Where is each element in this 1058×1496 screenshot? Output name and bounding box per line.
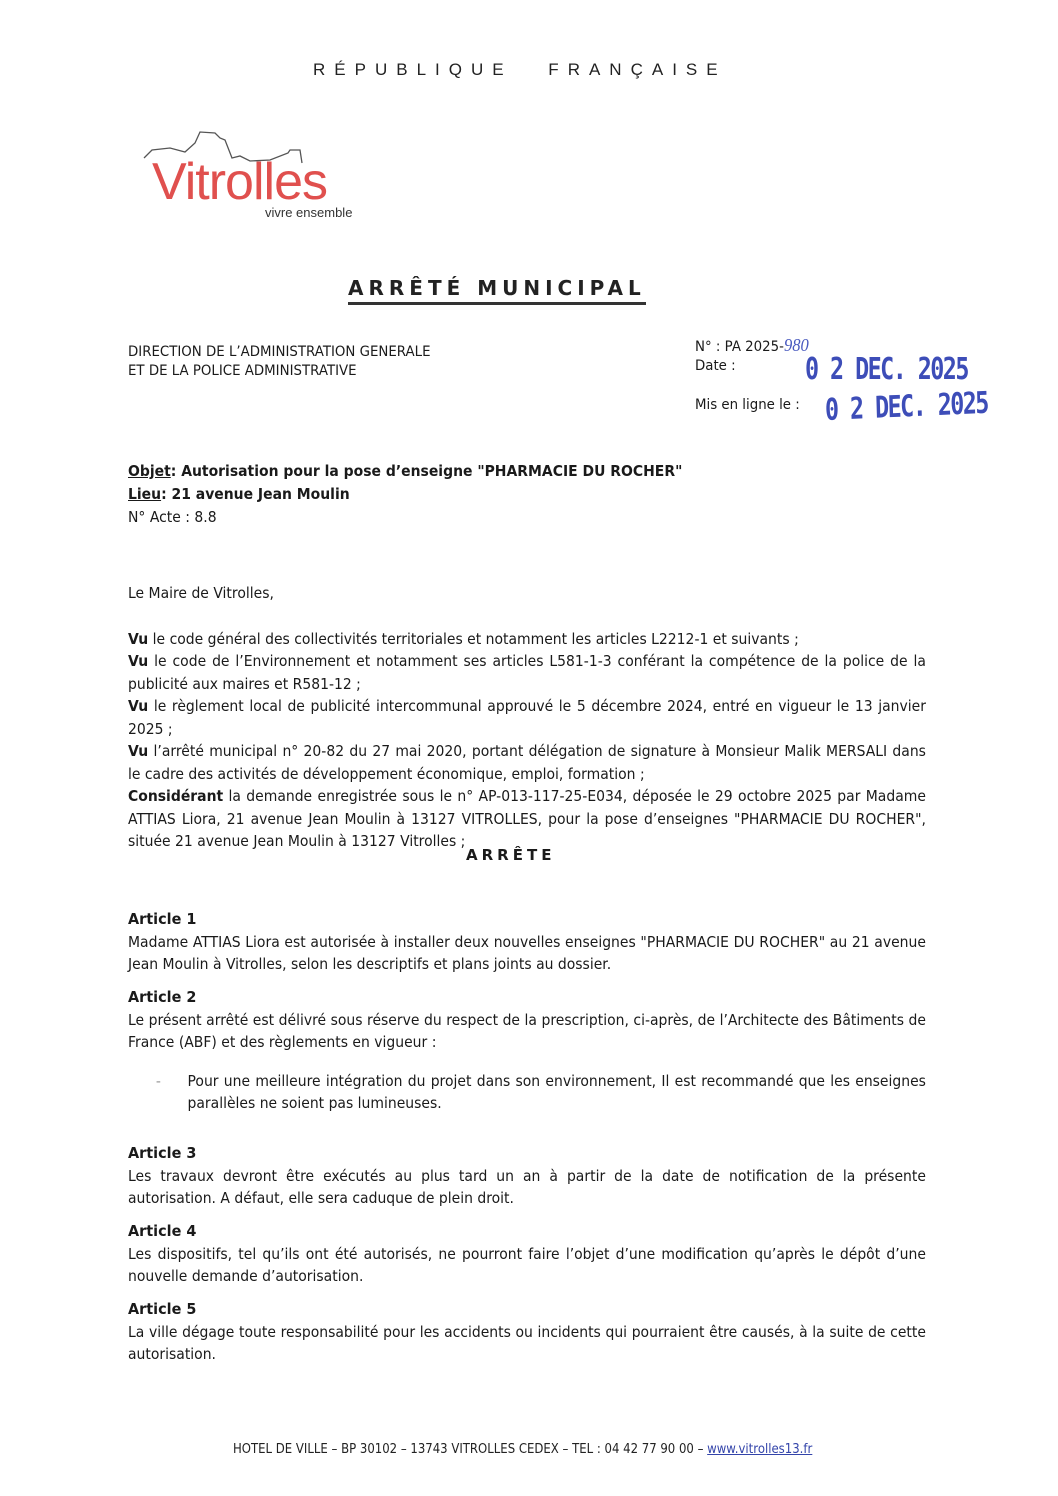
visa-item — [128, 650, 926, 695]
preamble — [128, 582, 926, 853]
visa-item — [128, 628, 926, 651]
article-text: Le présent arrêté est délivré sous réserve du respect de la prescription, ci-après, de l’Architecte des Bâtiments de France (ABF) et des règlements en vigueur : — [128, 1010, 926, 1051]
article-text: Madame ATTIAS Liora est autorisée à installer deux nouvelles enseignes "PHARMACIE DU ROCHER" au 21 avenue Jean Moulin à Vitrolles, selon les descriptifs et plans joints au dossier. — [128, 932, 926, 973]
article-title: Article 1 — [128, 910, 197, 928]
article-3 — [128, 1142, 926, 1210]
reference-number-handwritten: 980 — [783, 335, 809, 355]
article-title: Article 5 — [128, 1300, 197, 1318]
document-title: ARRÊTÉ MUNICIPAL — [348, 276, 646, 305]
issuing-department — [128, 343, 431, 381]
subject-block — [128, 460, 682, 529]
vitrolles-logo — [140, 128, 400, 223]
visa-lead: Vu — [128, 742, 149, 760]
visa-lead: Vu — [128, 697, 149, 715]
article-title: Article 4 — [128, 1222, 197, 1240]
lieu-value: : 21 avenue Jean Moulin — [161, 485, 350, 503]
republique-header: RÉPUBLIQUE FRANÇAISE — [313, 60, 727, 79]
article-title: Article 3 — [128, 1144, 197, 1162]
footer-address: HOTEL DE VILLE – BP 30102 – 13743 VITROLLES CEDEX – TEL : 04 42 77 90 00 – — [233, 1442, 708, 1457]
footer — [233, 1442, 812, 1457]
bullet-marker: - — [155, 1071, 161, 1090]
logo-tagline: vivre ensemble — [265, 205, 353, 220]
visa-text: le règlement local de publicité intercommunal approuvé le 5 décembre 2024, entré en vigueur le 13 janvier 2025 ; — [128, 697, 926, 738]
objet-label: Objet — [128, 462, 171, 480]
visa-item — [128, 695, 926, 740]
considerant-text: la demande enregistrée sous le n° AP-013-117-25-E034, déposée le 29 octobre 2025 par Madame ATTIAS Liora, 21 avenue Jean Moulin à 13127 VITROLLES, pour la pose d’enseignes "PHARMACIE DU ROCHER", située 21 avenue Jean Moulin à 13127 Vitrolles ; — [128, 787, 926, 850]
date-label: Date : — [695, 358, 736, 374]
visa-lead: Vu — [128, 629, 149, 648]
department-line-1: DIRECTION DE L’ADMINISTRATION GENERALE — [128, 344, 431, 360]
visa-item — [128, 740, 926, 785]
preamble-opening: Le Maire de Vitrolles, — [128, 584, 274, 602]
acte-number: N° Acte : 8.8 — [128, 508, 217, 526]
considerant-item — [128, 785, 926, 853]
decree-heading: ARRÊTE — [466, 846, 556, 864]
considerant-lead: Considérant — [128, 787, 224, 805]
reference-block — [695, 336, 809, 376]
article-5 — [128, 1298, 926, 1366]
visa-text: le code de l’Environnement et notamment ses articles L581-1-3 conférant la compétence de la police de la publicité aux maires et R581-12 ; — [128, 652, 926, 693]
prescription-text: Pour une meilleure intégration du projet dans son environnement, Il est recommandé que les enseignes parallèles ne soient pas lumineuses. — [187, 1071, 926, 1112]
visa-text: l’arrêté municipal n° 20-82 du 27 mai 2020, portant délégation de signature à Monsieur Malik MERSALI dans le cadre des activités de développement économique, emploi, formation ; — [128, 742, 926, 783]
lieu-label: Lieu — [128, 485, 162, 503]
visa-text: le code général des collectivités territoriales et notamment les articles L2212-1 et suivants ; — [148, 629, 799, 648]
online-date-label: Mis en ligne le : — [695, 397, 800, 413]
article-title: Article 2 — [128, 988, 197, 1006]
objet-value: : Autorisation pour la pose d’enseigne "PHARMACIE DU ROCHER" — [170, 462, 683, 480]
department-line-2: ET DE LA POLICE ADMINISTRATIVE — [128, 363, 357, 379]
article-4 — [128, 1220, 926, 1288]
online-date-stamp: 0 2 DEC. 2025 — [824, 385, 989, 428]
article-text: Les travaux devront être exécutés au plus tard un an à partir de la date de notification de la présente autorisation. A défaut, elle sera caduque de plein droit. — [128, 1166, 926, 1207]
date-stamp: 0 2 DEC. 2025 — [805, 352, 968, 387]
reference-number-label: N° : PA 2025- — [695, 339, 784, 355]
article-2 — [128, 986, 926, 1115]
abf-prescription — [128, 1070, 926, 1115]
visa-lead: Vu — [128, 652, 149, 670]
website-link[interactable]: www.vitrolles13.fr — [707, 1442, 813, 1457]
article-text: Les dispositifs, tel qu’ils ont été autorisés, ne pourront faire l’objet d’une modification qu’après le dépôt d’une nouvelle demande d’autorisation. — [128, 1244, 926, 1285]
article-1 — [128, 908, 926, 976]
article-text: La ville dégage toute responsabilité pour les accidents ou incidents qui pourraient être causés, à la suite de cette autorisation. — [128, 1322, 926, 1363]
logo-wordmark: Vitrolles — [152, 153, 328, 211]
